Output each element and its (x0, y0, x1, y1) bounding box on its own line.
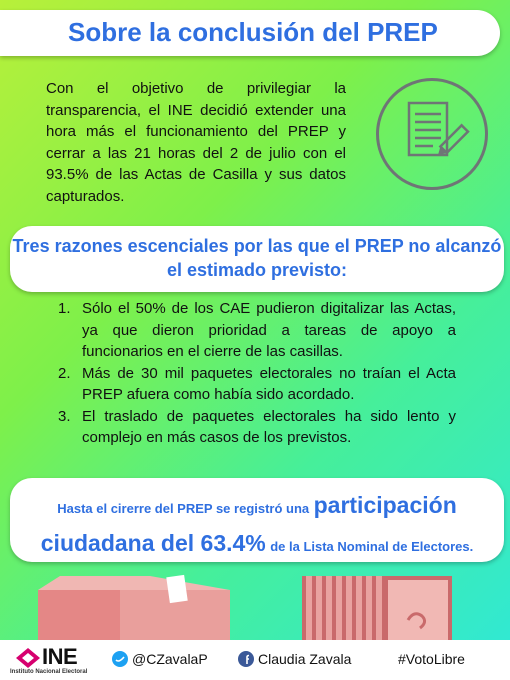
participation-highlight-1: participación (313, 492, 457, 518)
twitter-handle[interactable] (112, 651, 208, 670)
title-banner (0, 10, 500, 56)
participation-pre: Hasta el cirerre del PREP se registró una (57, 501, 310, 516)
twitter-label: @CZavalaP (132, 651, 208, 668)
footer (0, 640, 510, 680)
reasons-title: Tres razones escenciales por las que el PREP no alcanzó el estimado previsto: (12, 236, 502, 280)
intro-text: Con el objetivo de privilegiar la transparencia, el INE decidió extender una hora más el funcionamiento del PREP y cerrar a las 21 horas del 2 de julio con el 93.5% de las Actas de Casilla y sus datos capturados. (46, 80, 346, 205)
hashtag[interactable]: #VotoLibre (398, 651, 465, 667)
ine-logo-subtitle: Instituto Nacional Electoral (10, 669, 88, 675)
facebook-profile[interactable] (238, 651, 351, 670)
list-item (48, 298, 456, 363)
document-edit-icon (376, 78, 488, 190)
list-item-number: 3. (58, 407, 71, 425)
participation-highlight-2: ciudadana del 63.4% (40, 530, 266, 556)
list-item (48, 363, 456, 406)
list-item-text: El traslado de paquetes electorales ha sido lento y complejo en más casos de los previstos. (82, 407, 456, 446)
ine-logo-icon (14, 646, 42, 670)
facebook-label: Claudia Zavala (258, 651, 352, 668)
facebook-icon (238, 651, 254, 670)
ballot-box-left (38, 575, 230, 646)
list-item (48, 406, 456, 449)
ine-logo-text: INE (42, 644, 78, 669)
participation-banner (10, 478, 504, 562)
participation-post: de la Lista Nominal de Electores. (270, 539, 474, 554)
list-item-number: 1. (58, 300, 71, 317)
twitter-icon (112, 651, 128, 670)
ballot-box-illustration (0, 566, 510, 646)
participation-text (24, 488, 490, 564)
ballot-stack-right (302, 576, 452, 646)
list-item-text: Sólo el 50% de los CAE pudieron digitalizar las Actas, ya que dieron prioridad a tareas de apoyo a funcionarios en el cierre de las casillas. (82, 300, 456, 360)
reasons-banner (10, 226, 504, 292)
reasons-list (48, 298, 456, 449)
list-item-number: 2. (58, 364, 71, 382)
page-title: Sobre la conclusión del PREP (68, 17, 438, 47)
list-item-text: Más de 30 mil paquetes electorales no traían el Acta PREP afuera como había sido acordado. (82, 364, 456, 403)
